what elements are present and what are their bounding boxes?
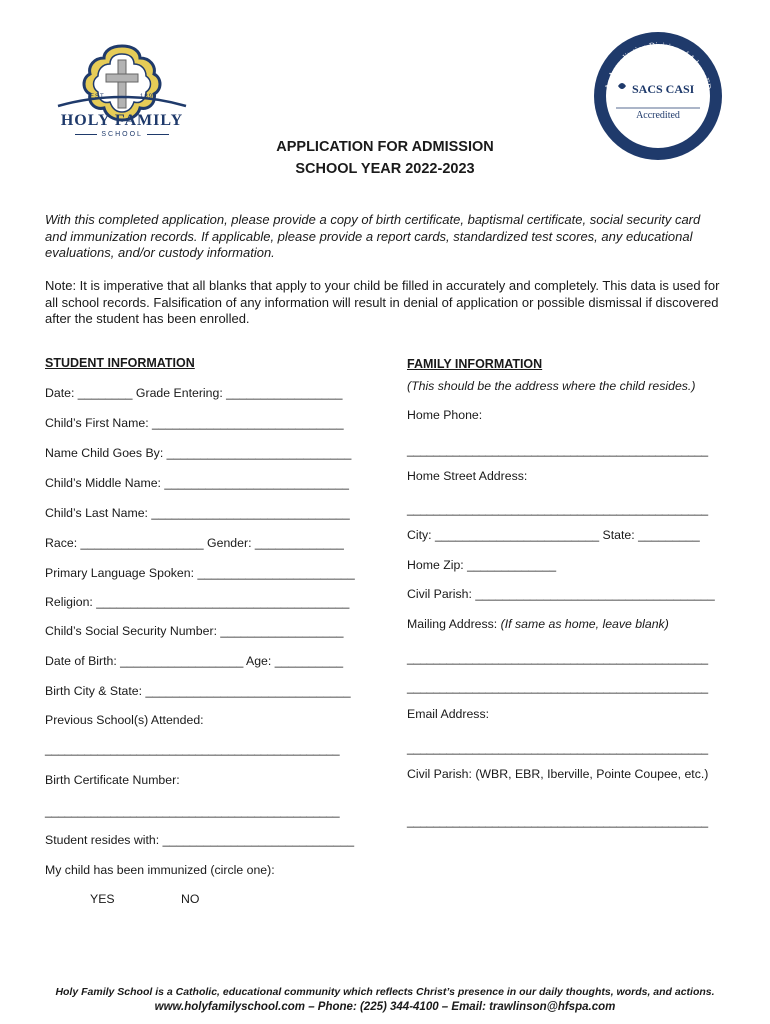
goes-by-field[interactable]: Name Child Goes By: ___________________________ bbox=[45, 446, 352, 460]
form-subtitle: SCHOOL YEAR 2022-2023 bbox=[295, 161, 475, 177]
seal-arc-text: An Accreditation Division of AdvancED bbox=[602, 39, 714, 91]
middle-name-field[interactable]: Child’s Middle Name: ___________________________ bbox=[45, 476, 350, 490]
date-grade-field[interactable]: Date: ________ Grade Entering: _________________ bbox=[45, 386, 343, 400]
mailing-address-line-1[interactable]: ______________________________________________ bbox=[407, 651, 708, 665]
mailing-address-text: Mailing Address: bbox=[407, 617, 498, 631]
home-zip-field[interactable]: Home Zip: _____________ bbox=[407, 558, 557, 572]
religion-field[interactable]: Religion: _____________________________________ bbox=[45, 595, 350, 609]
footer-mission: Holy Family School is a Catholic, educational community which reflects Christ’s presence in our daily thoughts, words, and actions. bbox=[55, 986, 715, 998]
last-name-field[interactable]: Child’s Last Name: _____________________________ bbox=[45, 506, 350, 520]
city-state-field[interactable]: City: ________________________ State: _________ bbox=[407, 528, 700, 542]
family-info-heading: FAMILY INFORMATION bbox=[407, 357, 543, 371]
previous-school-label: Previous School(s) Attended: bbox=[45, 713, 204, 727]
immunized-no-option[interactable]: NO bbox=[181, 892, 200, 906]
intro-paragraph: With this completed application, please provide a copy of birth certificate, baptismal certificate, social security card and immunization records. If applicable, please provide a report cards, standardized test scores, any educational evaluations, and/or custody information. bbox=[45, 212, 701, 260]
dob-age-field[interactable]: Date of Birth: __________________ Age: __________ bbox=[45, 654, 344, 668]
seal-brand: SACS CASI bbox=[632, 82, 695, 96]
civil-parish-field[interactable]: Civil Parish: ___________________________________ bbox=[407, 587, 715, 601]
note-paragraph: Note: It is imperative that all blanks that apply to your child be filled in accurately and completely. This data is used for all school records. Falsification of any information will result in denial of application or possible dismissal if discovered after the student has been enrolled. bbox=[45, 278, 720, 326]
logo-name: HOLY FAMILY bbox=[60, 112, 184, 129]
birth-certificate-field[interactable]: _____________________________________________ bbox=[45, 804, 340, 818]
logo-year: 1899 bbox=[140, 94, 158, 100]
civil-parish-examples-field[interactable]: ______________________________________________ bbox=[407, 814, 708, 828]
street-address-label: Home Street Address: bbox=[407, 469, 528, 483]
resides-with-field[interactable]: Student resides with: ____________________________ bbox=[45, 833, 355, 847]
form-title: APPLICATION FOR ADMISSION bbox=[276, 139, 494, 155]
footer-contact: www.holyfamilyschool.com – Phone: (225) 344-4100 – Email: trawlinson@hfspa.com bbox=[154, 1001, 616, 1013]
home-phone-field[interactable]: ______________________________________________ bbox=[407, 443, 708, 457]
email-label: Email Address: bbox=[407, 707, 490, 721]
school-logo bbox=[52, 42, 192, 146]
previous-school-field[interactable]: _____________________________________________ bbox=[45, 742, 340, 756]
mailing-address-note: (If same as home, leave blank) bbox=[500, 617, 669, 631]
language-field[interactable]: Primary Language Spoken: _______________________ bbox=[45, 566, 355, 580]
student-info-heading: STUDENT INFORMATION bbox=[45, 356, 195, 370]
mailing-address-line-2[interactable]: ______________________________________________ bbox=[407, 680, 708, 694]
ssn-field[interactable]: Child’s Social Security Number: __________________ bbox=[45, 624, 344, 638]
birth-city-field[interactable]: Birth City & State: ______________________________ bbox=[45, 684, 351, 698]
mailing-address-label bbox=[407, 617, 669, 631]
first-name-field[interactable]: Child’s First Name: ____________________________ bbox=[45, 416, 344, 430]
logo-subname: SCHOOL bbox=[101, 131, 143, 138]
email-field[interactable]: ______________________________________________ bbox=[407, 741, 708, 755]
logo-established: EST. bbox=[90, 94, 107, 100]
street-address-field[interactable]: ______________________________________________ bbox=[407, 502, 708, 516]
race-gender-field[interactable]: Race: __________________ Gender: _____________ bbox=[45, 536, 344, 550]
birth-certificate-label: Birth Certificate Number: bbox=[45, 773, 180, 787]
home-phone-label: Home Phone: bbox=[407, 408, 483, 422]
seal-status: Accredited bbox=[636, 110, 680, 121]
immunized-label: My child has been immunized (circle one): bbox=[45, 863, 275, 877]
immunized-yes-option[interactable]: YES bbox=[90, 892, 115, 906]
civil-parish-examples-label: Civil Parish: (WBR, EBR, Iberville, Pointe Coupee, etc.) bbox=[407, 767, 709, 781]
family-address-note: (This should be the address where the child resides.) bbox=[407, 379, 696, 393]
